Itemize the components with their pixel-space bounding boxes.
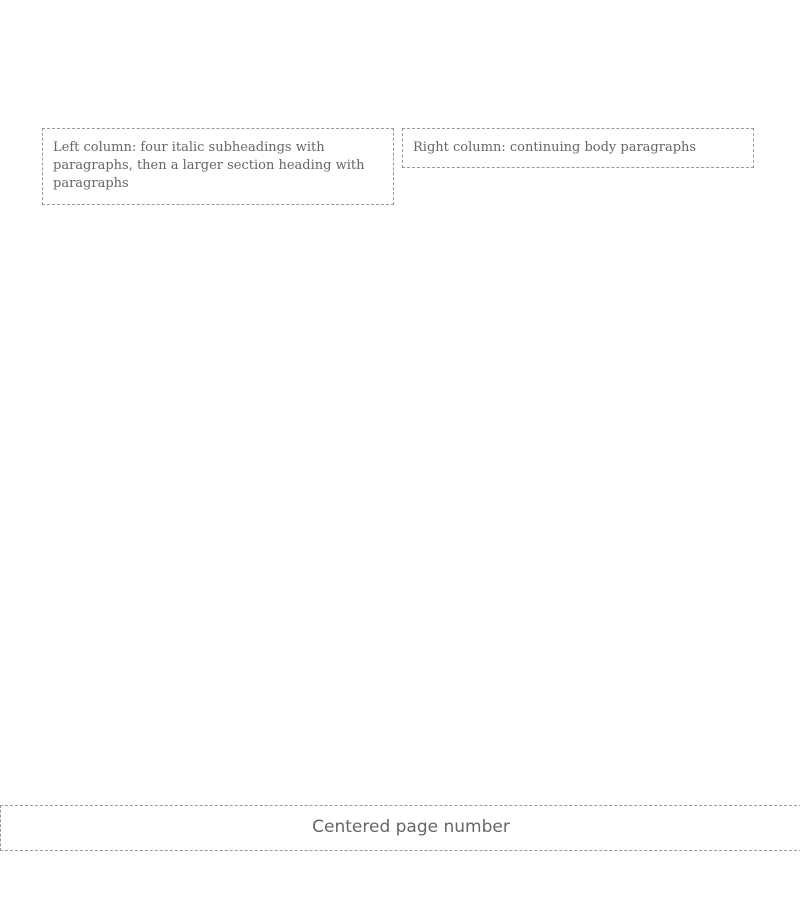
left-column: Left column: four italic subheadings with paragraphs, then a larger section heading with paragraphs <box>42 128 394 205</box>
page-number: Centered page number <box>0 805 800 851</box>
right-column: Right column: continuing body paragraphs <box>402 128 754 168</box>
